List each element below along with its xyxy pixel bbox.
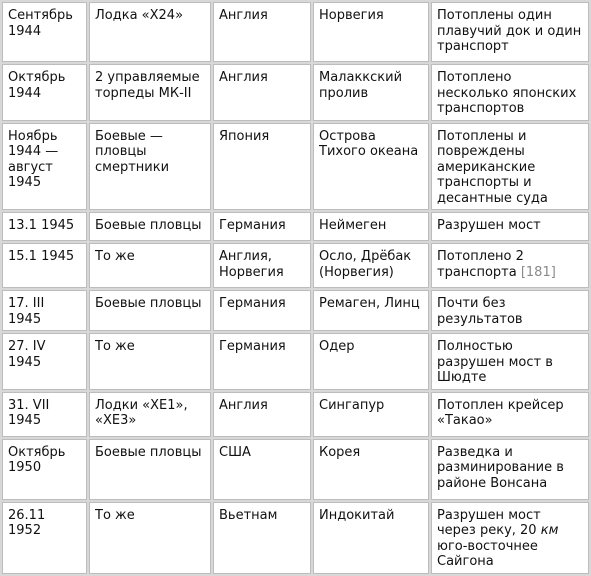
cell-result: Потоплены один плавучий док и один транспорт xyxy=(431,2,589,62)
cell-place: Осло, Дрёбак (Норвегия) xyxy=(313,243,429,288)
cell-means: Боевые — пловцы смертники xyxy=(89,123,211,211)
cell-result: Почти без результатов xyxy=(431,290,589,331)
cell-result: Разведка и разминирование в районе Вонсана xyxy=(431,439,589,500)
cell-place: Сингапур xyxy=(313,392,429,437)
result-text: Потоплено 2 транспорта xyxy=(437,249,524,280)
cell-means: Лодки «ХЕ1», «ХЕ3» xyxy=(89,392,211,437)
table-row xyxy=(2,439,589,500)
cell-date: 27. IV 1945 xyxy=(2,333,87,390)
cell-country: Англия xyxy=(213,392,311,437)
cell-means: Боевые пловцы xyxy=(89,212,211,241)
cell-date: 26.11 1952 xyxy=(2,502,87,574)
cell-means: То же xyxy=(89,502,211,574)
table-row xyxy=(2,212,589,241)
cell-place: Острова Тихого океана xyxy=(313,123,429,211)
cell-means: То же xyxy=(89,333,211,390)
cell-date: Сентябрь 1944 xyxy=(2,2,87,62)
table-row xyxy=(2,243,589,288)
table-row xyxy=(2,502,589,574)
cell-result: Полностью разрушен мост в Шюдте xyxy=(431,333,589,390)
cell-date: 17. III 1945 xyxy=(2,290,87,331)
table-row xyxy=(2,64,589,121)
cell-result: Потоплен крейсер «Такао» xyxy=(431,392,589,437)
cell-place: Норвегия xyxy=(313,2,429,62)
table-row xyxy=(2,2,589,62)
cell-place: Ремаген, Линц xyxy=(313,290,429,331)
cell-result xyxy=(431,502,589,574)
cell-means: 2 управляемые торпеды МК-II xyxy=(89,64,211,121)
cell-country: США xyxy=(213,439,311,500)
cell-result: Потоплены и повреждены американские транспорты и десантные суда xyxy=(431,123,589,211)
cell-result: Потоплено несколько японских транспортов xyxy=(431,64,589,121)
cell-means: То же xyxy=(89,243,211,288)
cell-country: Англия xyxy=(213,64,311,121)
table-row xyxy=(2,290,589,331)
footnote-link[interactable]: [181] xyxy=(520,264,556,280)
cell-means: Лодка «Х24» xyxy=(89,2,211,62)
cell-country: Англия, Норвегия xyxy=(213,243,311,288)
cell-date: Ноябрь 1944 — август 1945 xyxy=(2,123,87,211)
table-row xyxy=(2,333,589,390)
cell-place: Корея xyxy=(313,439,429,500)
table-row xyxy=(2,123,589,211)
cell-place: Малаккский пролив xyxy=(313,64,429,121)
cell-place: Одер xyxy=(313,333,429,390)
cell-date: 31. VII 1945 xyxy=(2,392,87,437)
cell-country: Англия xyxy=(213,2,311,62)
cell-means: Боевые пловцы xyxy=(89,290,211,331)
cell-place: Неймеген xyxy=(313,212,429,241)
cell-date: Октябрь 1944 xyxy=(2,64,87,121)
cell-date: Октябрь 1950 xyxy=(2,439,87,500)
cell-place: Индокитай xyxy=(313,502,429,574)
cell-country: Япония xyxy=(213,123,311,211)
cell-result xyxy=(431,243,589,288)
cell-country: Вьетнам xyxy=(213,502,311,574)
cell-country: Германия xyxy=(213,290,311,331)
unit-text: км xyxy=(540,523,559,538)
cell-means: Боевые пловцы xyxy=(89,439,211,500)
cell-country: Германия xyxy=(213,333,311,390)
cell-country: Германия xyxy=(213,212,311,241)
cell-date: 13.1 1945 xyxy=(2,212,87,241)
result-text: Разрушен мост через реку, 20 xyxy=(437,507,541,538)
cell-result: Разрушен мост xyxy=(431,212,589,241)
result-text: юго-восточнее Сайгона xyxy=(437,538,538,569)
cell-date: 15.1 1945 xyxy=(2,243,87,288)
table-row xyxy=(2,392,589,437)
